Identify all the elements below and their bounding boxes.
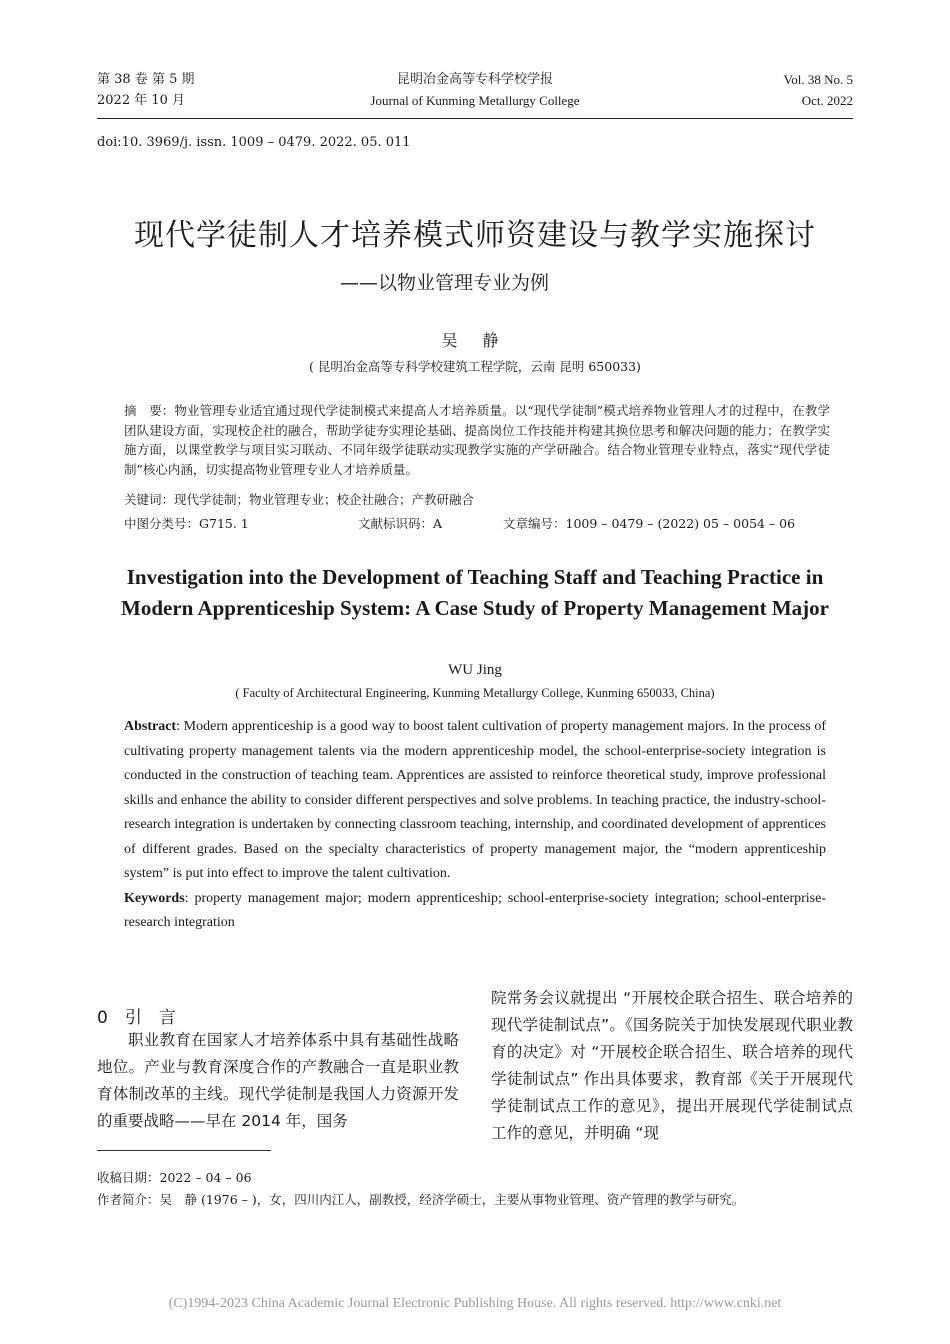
body-column-left [97, 1027, 459, 1135]
clc-number: 中图分类号：G715. 1 [124, 516, 249, 531]
body-paragraph-left: 职业教育在国家人才培养体系中具有基础性战略地位。产业与教育深度合作的产教融合一直是职业教育体制改革的主线。现代学徒制是我国人力资源开发的重要战略——早在 2014 年，国务 [97, 1031, 459, 1130]
header-rule [97, 118, 853, 119]
affiliation-cn: ( 昆明冶金高等专科学校建筑工程学院，云南 昆明 650033) [309, 359, 641, 374]
header-volume-issue: 第 38 卷 第 5 期 [97, 72, 195, 87]
footnote-received-date: 收稿日期：2022 – 04 – 06 [97, 1170, 252, 1185]
affiliation-en: ( Faculty of Architectural Engineering, Kunming Metallurgy College, Kunming 650033, China) [235, 686, 715, 700]
author-cn: 吴 静 [441, 331, 509, 350]
header-journal-en: Journal of Kunming Metallurgy College [370, 93, 580, 108]
body-column-right [491, 985, 853, 1147]
footnote-author-bio: 作者简介：吴 静 (1976 – )，女，四川内江人，副教授，经济学硕士，主要从事物业管理、资产管理的教学与研究。 [97, 1192, 745, 1207]
header-journal-cn: 昆明冶金高等专科学校学报 [396, 72, 553, 87]
abstract-en-label: Abstract [124, 719, 177, 734]
header-vol-no: Vol. 38 No. 5 [783, 72, 853, 87]
abstract-cn-text: 物业管理专业适宜通过现代学徒制模式来提高人才培养质量。以“现代学徒制”模式培养物业管理人才的过程中，在教学团队建设方面，实现校企社的融合，帮助学徒夯实理论基础、提高岗位工作技能并构建其换位思考和解决问题的能力；在教学实施方面，以课堂教学与项目实习联动、不同年级学徒联动实现教学实施的产学研融合。结合物业管理专业特点，落实“现代学徒制”核心内涵，切实提高物业管理专业人才培养质量。 [124, 403, 830, 477]
subtitle-cn: ——以物业管理专业为例 [340, 272, 550, 294]
keywords-cn [124, 490, 474, 508]
keywords-cn-text: 现代学徒制；物业管理专业；校企社融合；产教研融合 [174, 492, 475, 507]
doi: doi:10. 3969/j. issn. 1009 – 0479. 2022. 05. 011 [97, 135, 411, 150]
body-paragraph-right: 院常务会议就提出 “开展校企联合招生、联合培养的现代学徒制试点”。《国务院关于加快发展现代职业教育的决定》对 “开展校企联合招生、联合培养的现代学徒制试点” 作出具体要求，教育部《关于开展现代学徒制试点工作的意见》，提出开展现代学徒制试点工作的意见，并明确 “现 [491, 989, 853, 1142]
footnote-rule [97, 1150, 271, 1151]
header-date: 2022 年 10 月 [97, 93, 186, 108]
keywords-cn-label: 关键词： [124, 492, 175, 507]
keywords-en-label: Keywords [124, 890, 185, 906]
keywords-en-text: : property management major; modern apprenticeship; school-enterprise-society integration; school-enterprise-research integration [124, 890, 826, 930]
abstract-cn-label: 摘 要： [124, 403, 175, 418]
document-code: 文献标识码：A [358, 516, 443, 531]
title-en: Investigation into the Development of Teaching Staff and Teaching Practice in Modern Apprenticeship System: A Case Study of Property Management Major [121, 565, 829, 620]
title-cn: 现代学徒制人才培养模式师资建设与教学实施探讨 [134, 218, 816, 253]
article-number: 文章编号：1009 – 0479 – (2022) 05 – 0054 – 06 [503, 516, 796, 531]
abstract-cn [124, 401, 830, 479]
header-month-year: Oct. 2022 [801, 93, 853, 108]
section-heading-introduction: 0 引 言 [97, 1008, 176, 1028]
copyright-notice: (C)1994-2023 China Academic Journal Electronic Publishing House. All rights reserved. http://www.cnki.net [168, 1296, 782, 1311]
abstract-en-text: : Modern apprenticeship is a good way to boost talent cultivation of property management majors. In the process of cultivating property management talents via the modern apprenticeship model, the school-enterprise-society integration is conducted in the construction of teaching team. Apprentices are assisted to reinforce theoretical study, improve professional skills and enhance the ability to consider different perspectives and solve problems. In teaching practice, the industry-school-research integration is undertaken by connecting classroom teaching, internship, and coordinated development of apprentices of different grades. Based on the specialty characteristics of property management major, the “modern apprenticeship system” is put into effect to improve the talent cultivation. [124, 719, 826, 881]
author-en: WU Jing [448, 662, 502, 678]
abstract-en [124, 715, 826, 936]
